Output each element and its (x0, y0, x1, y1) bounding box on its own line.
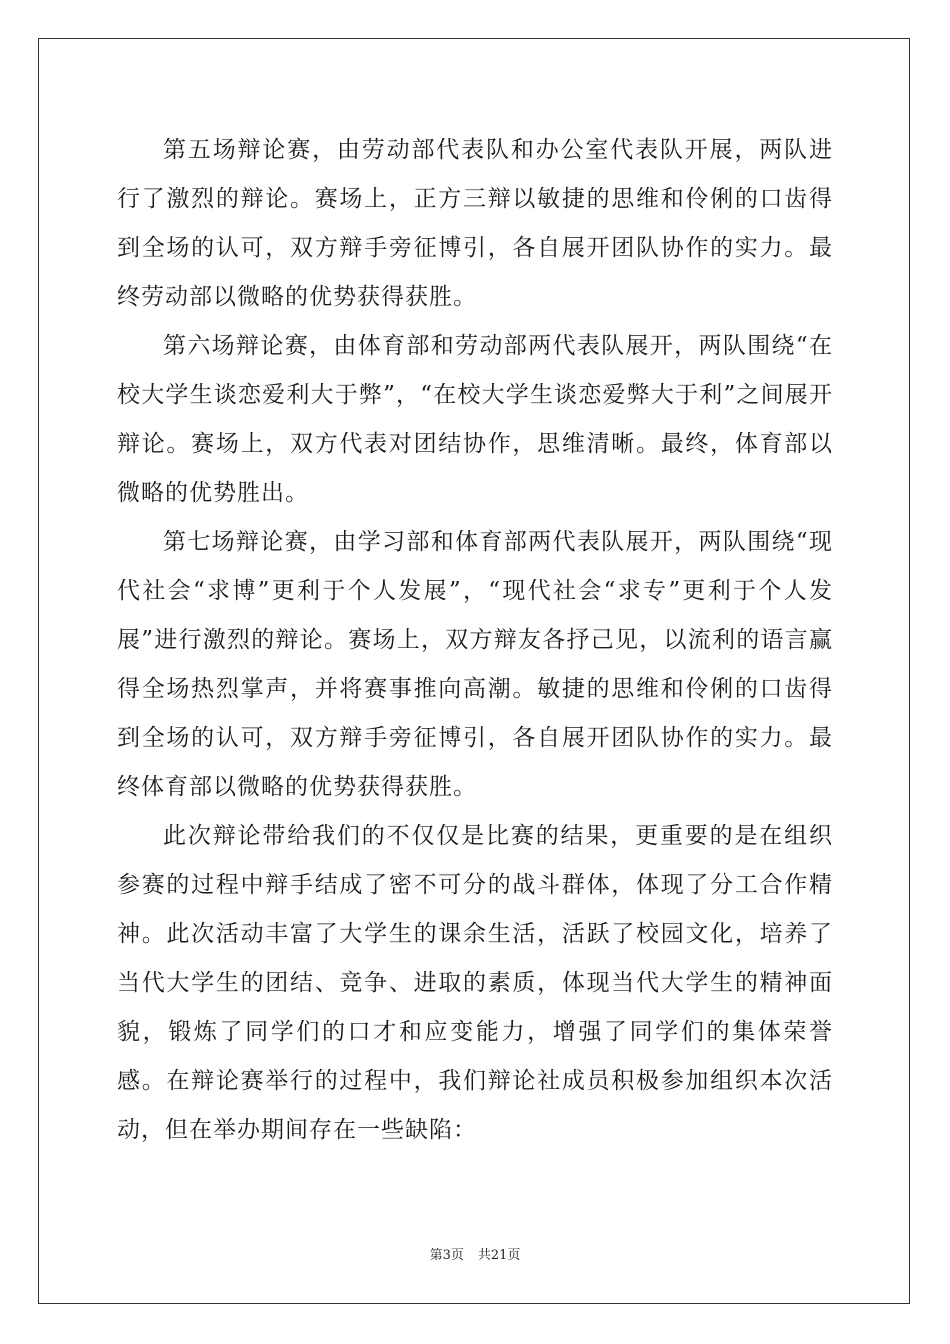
paragraph: 第七场辩论赛，由学习部和体育部两代表队展开，两队围绕“现代社会“求博”更利于个人发展”，“现代社会“求专”更利于个人发展”进行激烈的辩论。赛场上，双方辩友各抒己见，以流利的语言赢得全场热烈掌声，并将赛事推向高潮。敏捷的思维和伶俐的口齿得到全场的认可，双方辩手旁征博引，各自展开团队协作的实力。最终体育部以微略的优势获得获胜。 (117, 529, 833, 800)
document-body (117, 126, 833, 1155)
paragraph: 第六场辩论赛，由体育部和劳动部两代表队展开，两队围绕“在校大学生谈恋爱利大于弊”，“在校大学生谈恋爱弊大于利”之间展开辩论。赛场上，双方代表对团结协作，思维清晰。最终，体育部以微略的优势胜出。 (117, 333, 833, 506)
paragraph: 第五场辩论赛，由劳动部代表队和办公室代表队开展，两队进行了激烈的辩论。赛场上，正方三辩以敏捷的思维和伶俐的口齿得到全场的认可，双方辩手旁征博引，各自展开团队协作的实力。最终劳动部以微略的优势获得获胜。 (117, 137, 833, 310)
page-total: 共21页 (477, 1248, 521, 1263)
page-number: 第3页 (429, 1248, 464, 1263)
page-footer (0, 1244, 950, 1263)
paragraph: 此次辩论带给我们的不仅仅是比赛的结果，更重要的是在组织参赛的过程中辩手结成了密不可分的战斗群体，体现了分工合作精神。此次活动丰富了大学生的课余生活，活跃了校园文化，培养了当代大学生的团结、竞争、进取的素质，体现当代大学生的精神面貌，锻炼了同学们的口才和应变能力，增强了同学们的集体荣誉感。在辩论赛举行的过程中，我们辩论社成员积极参加组织本次活动，但在举办期间存在一些缺陷： (117, 823, 833, 1143)
